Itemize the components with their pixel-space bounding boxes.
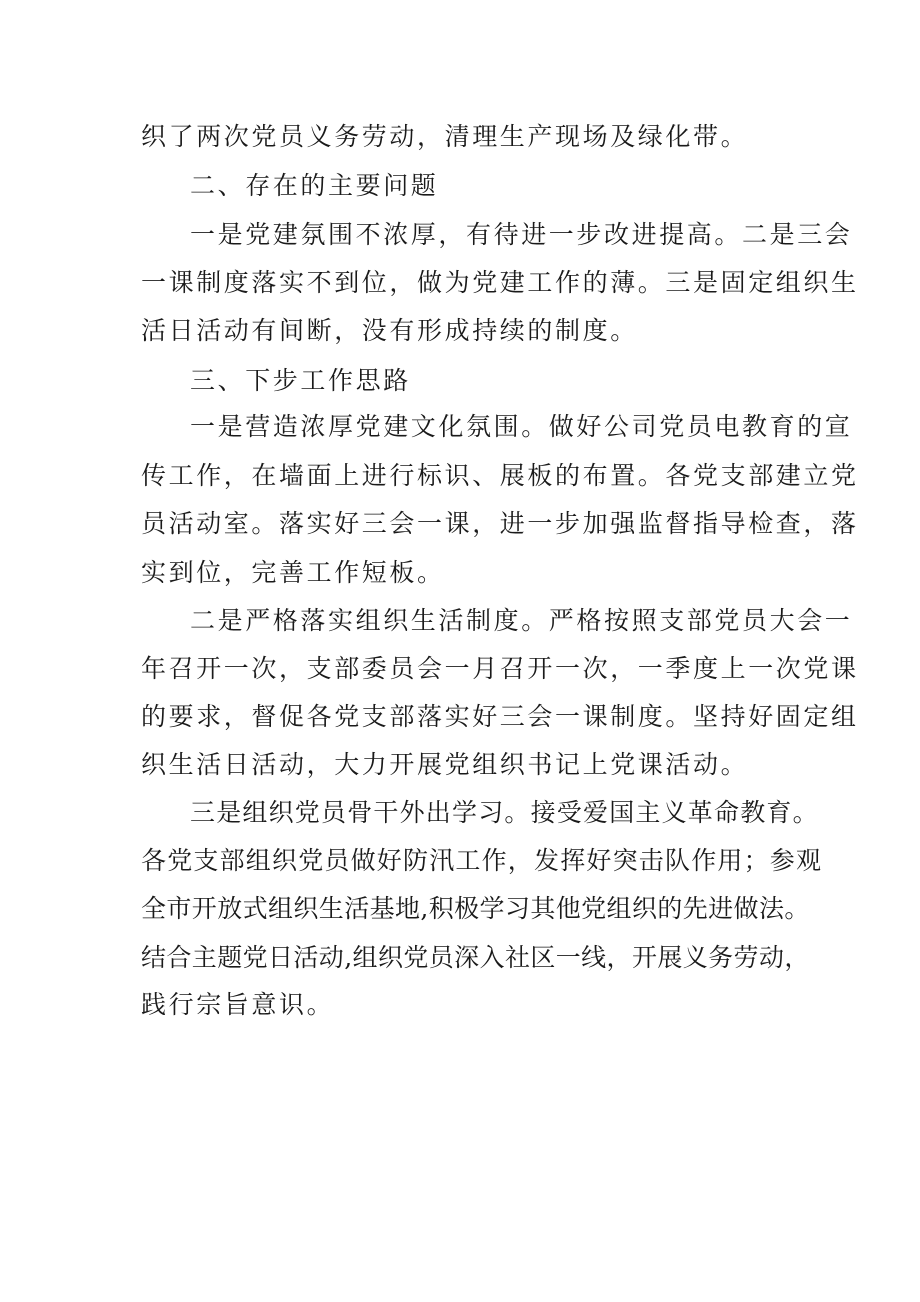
text-line-9: 员活动室。落实好三会一课，进一步加强监督指导检查，落 bbox=[141, 509, 859, 538]
text-line-5: 活日活动有间断，没有形成持续的制度。 bbox=[141, 316, 638, 345]
text-line-17: 全市开放式组织生活基地,积极学习其他党组织的先进做法。 bbox=[141, 894, 810, 923]
text-line-8: 传工作，在墙面上进行标识、展板的布置。各党支部建立党 bbox=[141, 461, 859, 490]
text-line-15: 三是组织党员骨干外出学习。接受爱国主义革命教育。 bbox=[190, 798, 819, 827]
text-line-10: 实到位，完善工作短板。 bbox=[141, 558, 445, 587]
text-line-12: 年召开一次，支部委员会一月召开一次，一季度上一次党课 bbox=[141, 654, 859, 683]
text-line-3: 一是党建氛围不浓厚，有待进一步改进提高。二是三会 bbox=[190, 220, 853, 249]
text-line-19: 践行宗旨意识。 bbox=[141, 990, 335, 1019]
text-line-16: 各党支部组织党员做好防汛工作，发挥好突击队作用；参观 bbox=[141, 846, 823, 875]
text-line-1: 织了两次党员义务劳动，清理生产现场及绿化带。 bbox=[141, 122, 749, 151]
text-line-18: 结合主题党日活动,组织党员深入社区一线，开展义务劳动， bbox=[141, 943, 810, 972]
text-line-13: 的要求，督促各党支部落实好三会一课制度。坚持好固定组 bbox=[141, 702, 859, 731]
section-heading-problems: 二、存在的主要问题 bbox=[190, 171, 439, 200]
text-line-7: 一是营造浓厚党建文化氛围。做好公司党员电教育的宣 bbox=[190, 412, 853, 441]
section-heading-next-steps: 三、下步工作思路 bbox=[190, 366, 411, 395]
text-line-14: 织生活日活动，大力开展党组织书记上党课活动。 bbox=[141, 750, 749, 779]
text-line-11: 二是严格落实组织生活制度。严格按照支部党员大会一 bbox=[190, 606, 853, 635]
text-line-4: 一课制度落实不到位，做为党建工作的薄。三是固定组织生 bbox=[141, 268, 859, 297]
